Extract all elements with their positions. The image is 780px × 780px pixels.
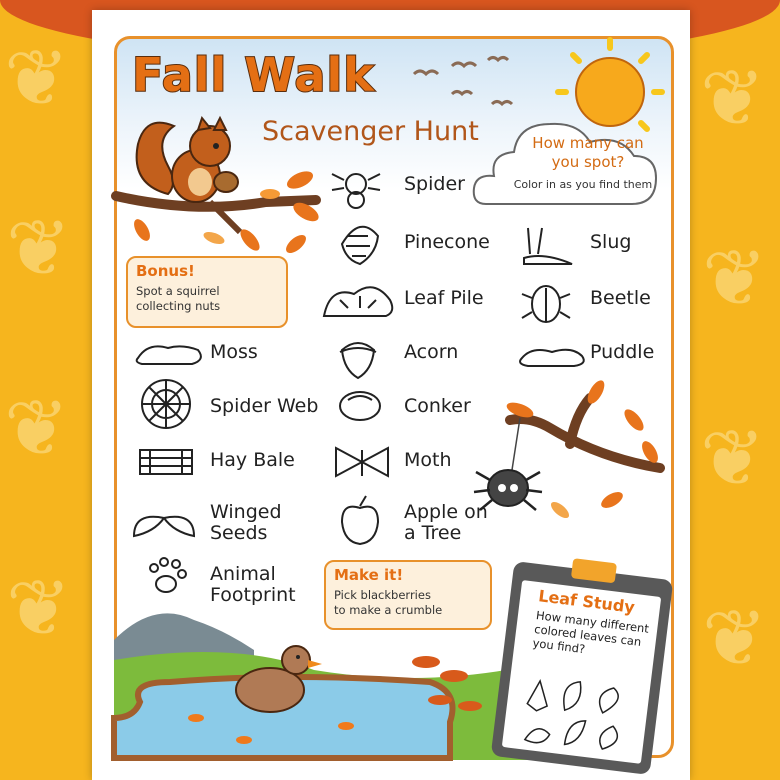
cloud-instruction: Color in as you find them: [513, 178, 653, 191]
item-label: Animal Footprint: [210, 563, 296, 606]
make-it-heading: Make it!: [334, 566, 404, 584]
list-item-slug: [590, 232, 631, 253]
list-item-pinecone: [404, 232, 490, 253]
item-label: Winged Seeds: [210, 501, 282, 544]
item-label: Puddle: [590, 341, 655, 363]
clipboard-paper: [502, 580, 661, 764]
list-item-puddle: [590, 342, 654, 363]
maple-leaf-pattern-icon: ❦: [700, 54, 766, 144]
item-label: Acorn: [404, 341, 459, 363]
page-subtitle: Scavenger Hunt: [262, 116, 479, 147]
spider-web-icon: [142, 380, 190, 428]
spider-icon: [332, 174, 380, 208]
bonus-heading: Bonus!: [136, 262, 195, 280]
list-item-apple: [404, 502, 500, 544]
hay-bale-icon: [140, 450, 192, 474]
list-item-acorn: [404, 342, 458, 363]
item-label: Moss: [210, 341, 258, 363]
branch-shape: [510, 398, 660, 468]
instruction-cloud: [476, 112, 672, 208]
page-title: Fall Walk: [132, 48, 375, 102]
winged-seeds-icon: [134, 517, 194, 536]
leaf-study-clipboard: [491, 561, 674, 775]
cloud-question: How many can you spot?: [532, 134, 644, 171]
moth-icon: [336, 448, 388, 476]
item-label: Conker: [404, 395, 471, 417]
puddle-icon: [520, 350, 584, 366]
conker-icon: [340, 392, 380, 420]
list-item-conker: [404, 396, 471, 417]
item-label: Spider: [404, 173, 465, 195]
maple-leaf-pattern-icon: ❦: [4, 384, 70, 474]
item-label: Leaf Pile: [404, 287, 484, 309]
list-item-leaf-pile: [404, 288, 484, 309]
acorn-icon: [340, 343, 376, 378]
leaf-study-question: How many different colored leaves can you find?: [531, 608, 650, 657]
list-item-beetle: [590, 288, 651, 309]
bonus-text: Spot a squirrel collecting nuts: [136, 284, 221, 313]
make-it-callout: [324, 560, 492, 630]
pinecone-icon: [342, 227, 378, 264]
maple-leaf-pattern-icon: ❦: [702, 234, 768, 324]
leaf-study-heading: Leaf Study: [537, 586, 636, 617]
item-label: Beetle: [590, 287, 651, 309]
list-item-winged-seeds: [210, 502, 290, 544]
list-item-animal-footprint: [210, 564, 304, 606]
leaf-outlines-icon: [516, 673, 636, 756]
maple-leaf-pattern-icon: ❦: [6, 564, 72, 654]
list-item-moth: [404, 450, 452, 471]
apple-icon: [342, 496, 378, 544]
list-item-spider-web: [210, 396, 318, 417]
list-item-hay-bale: [210, 450, 295, 471]
paw-print-icon: [150, 558, 186, 592]
item-label: Hay Bale: [210, 449, 295, 471]
list-item-spider: [404, 174, 465, 195]
make-it-text: Pick blackberries to make a crumble: [334, 588, 443, 617]
item-label: Apple on a Tree: [404, 501, 488, 544]
clipboard-clamp-icon: [571, 558, 617, 583]
moss-icon: [137, 346, 201, 364]
maple-leaf-pattern-icon: ❦: [700, 414, 766, 504]
item-label: Pinecone: [404, 231, 490, 253]
leaf-pile-icon: [324, 287, 392, 316]
item-label: Slug: [590, 231, 632, 253]
beetle-icon: [522, 286, 570, 322]
maple-leaf-pattern-icon: ❦: [4, 34, 70, 124]
item-label: Moth: [404, 449, 452, 471]
squirrel-icon: [137, 118, 238, 202]
maple-leaf-pattern-icon: ❦: [702, 594, 768, 684]
maple-leaf-pattern-icon: ❦: [6, 204, 72, 294]
slug-icon: [524, 228, 572, 264]
item-label: Spider Web: [210, 395, 319, 417]
bonus-callout: [126, 256, 288, 328]
birds-icon: [414, 58, 512, 105]
list-item-moss: [210, 342, 258, 363]
